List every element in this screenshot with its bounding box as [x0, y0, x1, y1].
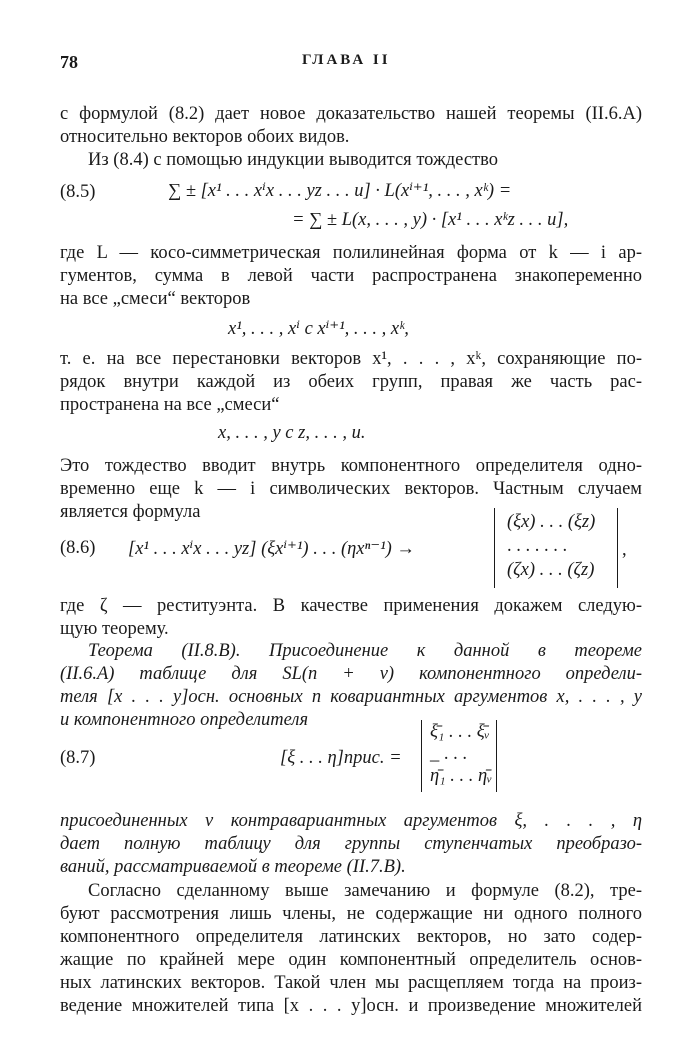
matrix-row: (ζx) . . . (ζz): [507, 560, 595, 580]
text-line: щую теорему.: [60, 619, 169, 639]
determinant-matrix: [494, 508, 618, 588]
text-line: где L — косо-симметрическая полилинейная форма от k — i ар-: [60, 243, 642, 263]
text-line: Это тождество вводит внутрь компонентного определителя одно-: [60, 456, 642, 476]
matrix-row: (ξx) . . . (ξz): [507, 512, 596, 532]
theorem-line: присоединенных ν контравариантных аргументов ξ, . . . , η: [60, 811, 642, 831]
text-line: гументов, сумма в левой части распространена знакопеременно: [60, 266, 642, 286]
theorem-line: ваний, рассматриваемой в теореме (II.7.B).: [60, 857, 406, 877]
text-line: буют рассмотрения лишь члены, не содержащие ни одного полного: [60, 904, 642, 924]
formula-line: [ξ . . . η]прис. =: [280, 748, 402, 768]
text-line: жащие по крайней мере один компонентный определитель основ-: [60, 950, 642, 970]
theorem-line: и компонентного определителя: [60, 710, 309, 730]
text-line: временно еще k — i символических векторов. Частным случаем: [60, 479, 642, 499]
matrix-row: ξ̄₁ . . . ξ̄ᵥ: [430, 722, 490, 742]
text-line: на все „смеси“ векторов: [60, 289, 251, 309]
equation-number: (8.7): [60, 748, 96, 768]
text-line: рядок внутри каждой из обеих групп, правая же часть рас-: [60, 372, 642, 392]
text-line: ведение множителей типа [x . . . y]осн. и произведение множителей: [60, 996, 642, 1016]
text-line: компонентного определителя латинских векторов, но зато содер-: [60, 927, 642, 947]
text-line: пространена на все „смеси“: [60, 395, 280, 415]
text-line: ных латинских векторов. Такой член мы расщепляем тогда на произ-: [60, 973, 642, 993]
text-line: где ζ — реституэнта. В качестве применения докажем следую-: [60, 596, 642, 616]
text-line: относительно векторов обоих видов.: [60, 127, 350, 147]
theorem-line: (II.6.А) таблице для SL(n + ν) компонентного определи-: [60, 664, 642, 684]
text-line: с формулой (8.2) дает новое доказательство нашей теоремы (II.6.А): [60, 104, 642, 124]
text-line: является формула: [60, 502, 201, 522]
formula-line: ∑ ± [x¹ . . . xⁱx . . . yz . . . u] · L(xⁱ⁺¹, . . . , xᵏ) =: [168, 181, 512, 201]
formula-punctuation: ,: [622, 540, 627, 560]
text-line: Согласно сделанному выше замечанию и формуле (8.2), тре-: [88, 881, 642, 901]
running-header: ГЛАВА II: [302, 52, 391, 68]
formula-line: = ∑ ± L(x, . . . , y) · [x¹ . . . xᵏz . . . u],: [292, 210, 569, 230]
theorem-line: дает полную таблицу для группы ступенчатых преобразо-: [60, 834, 642, 854]
matrix-row: _ . . .: [430, 744, 467, 764]
formula-line: x¹, . . . , xⁱ с xⁱ⁺¹, . . . , xᵏ,: [228, 319, 409, 339]
equation-number: (8.6): [60, 538, 96, 558]
formula-line: x, . . . , y с z, . . . , u.: [218, 423, 366, 443]
matrix-row: . . . . . . .: [507, 536, 568, 556]
page-number: 78: [60, 52, 78, 72]
matrix-row: η̄₁ . . . η̄ᵥ: [430, 766, 493, 786]
text-line: Из (8.4) с помощью индукции выводится тождество: [88, 150, 498, 170]
theorem-line: теля [x . . . y]осн. основных n ковариантных аргументов x, . . . , y: [60, 687, 642, 707]
determinant-matrix: [421, 720, 497, 792]
equation-number: (8.5): [60, 182, 96, 202]
text-line: т. е. на все перестановки векторов x¹, . . . , xᵏ, сохраняющие по-: [60, 349, 642, 369]
theorem-line: Теорема (II.8.B). Присоединение к данной в теореме: [88, 641, 642, 661]
formula-line: [x¹ . . . xⁱx . . . yz] (ξxⁱ⁺¹) . . . (ηxⁿ⁻¹) →: [128, 539, 415, 559]
